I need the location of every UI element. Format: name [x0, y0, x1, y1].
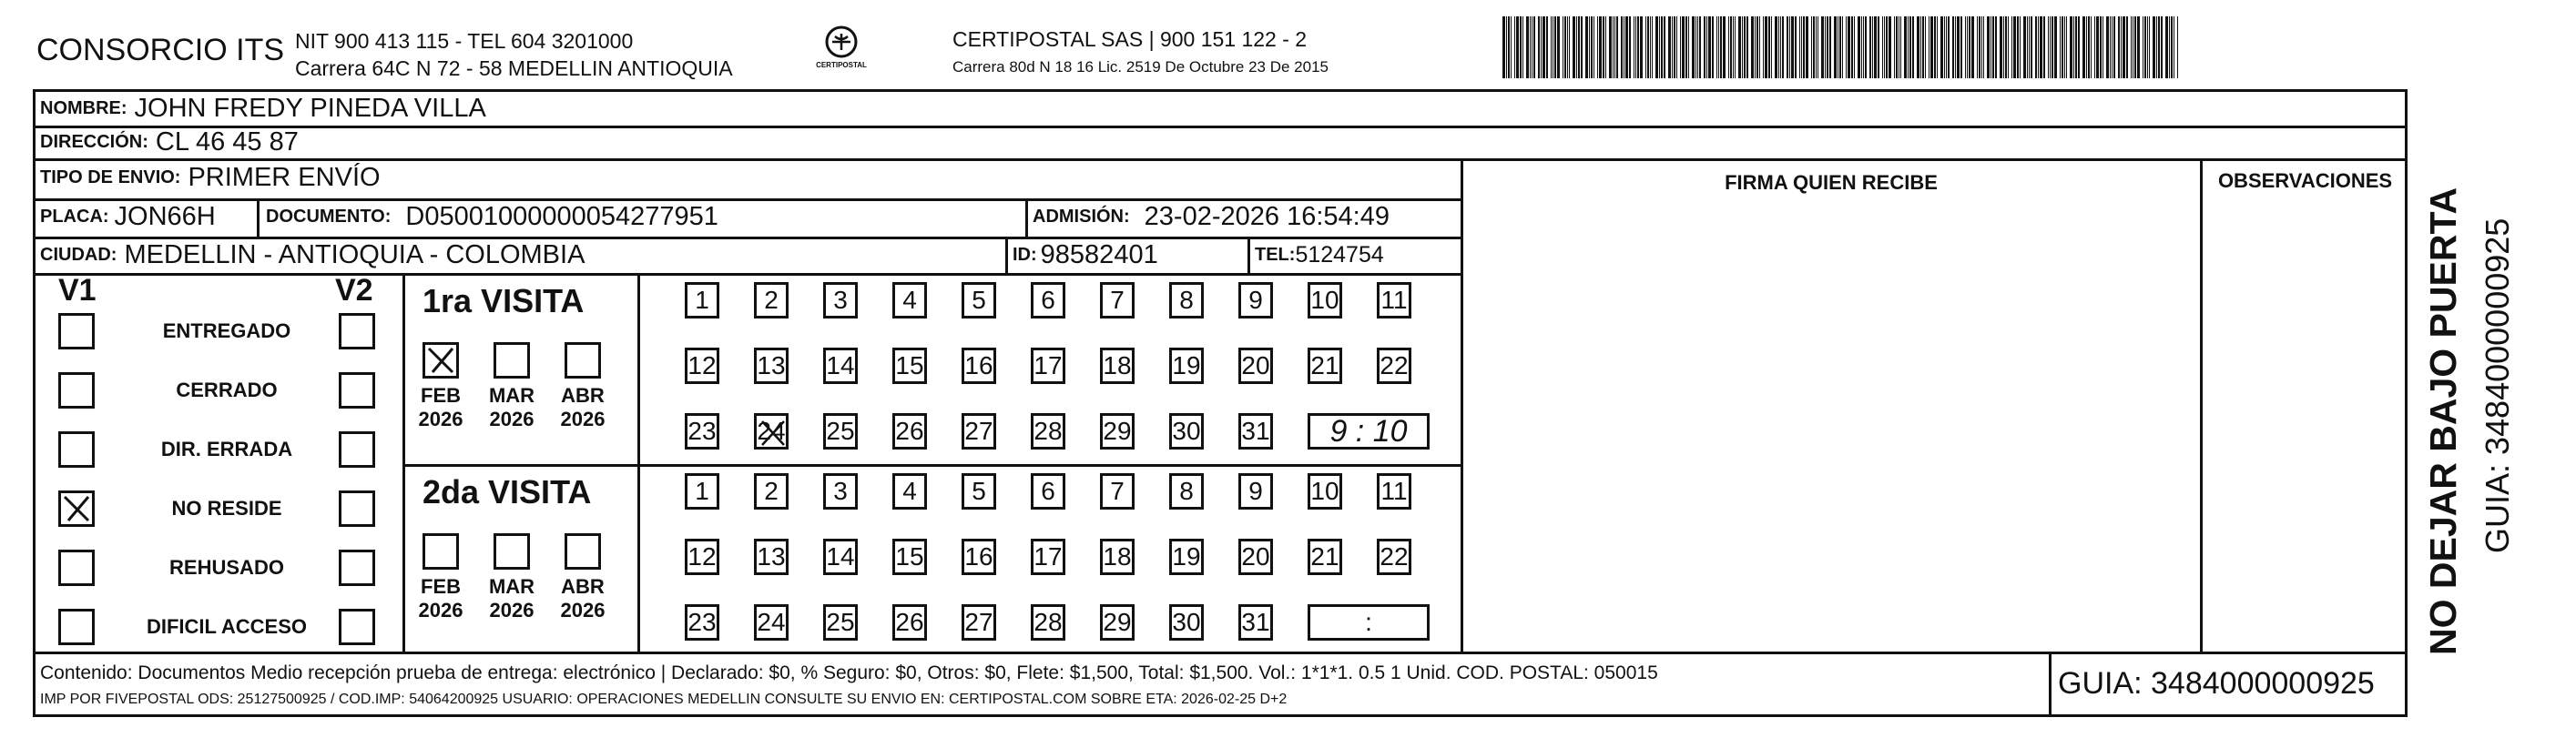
company-address-line: Carrera 64C N 72 - 58 MEDELLIN ANTIOQUIA	[295, 56, 733, 80]
day-number: 25	[826, 417, 855, 445]
day-number: 25	[826, 608, 855, 636]
day-number: 18	[1103, 351, 1132, 379]
barcode	[1502, 16, 2178, 78]
observations-header: OBSERVACIONES	[2217, 169, 2393, 192]
day-box[interactable]	[1238, 604, 1273, 641]
day-box[interactable]	[962, 282, 996, 318]
day-number: 21	[1310, 351, 1339, 379]
side-guide: GUIA: 3484000000925	[2479, 217, 2516, 553]
day-number: 11	[1380, 286, 1408, 314]
day-box[interactable]	[892, 473, 927, 510]
day-number: 5	[972, 286, 986, 314]
status-option-label: ENTREGADO	[162, 319, 291, 342]
v2-checkbox[interactable]	[339, 372, 375, 409]
day-number: 1	[695, 477, 709, 505]
day-number: 26	[895, 608, 924, 636]
day-number: 12	[687, 542, 717, 571]
month-label	[555, 384, 610, 431]
day-number: 7	[1110, 286, 1125, 314]
day-box[interactable]	[1031, 604, 1065, 641]
day-box[interactable]	[892, 539, 927, 575]
v1-checkbox[interactable]	[58, 550, 95, 586]
day-box[interactable]	[1169, 282, 1204, 318]
day-box[interactable]	[685, 604, 719, 641]
logo-text: CERTIPOSTAL	[816, 61, 867, 69]
month-year: 2026	[489, 599, 535, 622]
day-number: 31	[1241, 417, 1270, 445]
day-number: 13	[757, 351, 786, 379]
day-box[interactable]	[1100, 413, 1135, 450]
visit-time: 9 : 10	[1329, 413, 1408, 449]
day-number: 31	[1241, 608, 1270, 636]
month-name: FEB	[421, 575, 461, 598]
certipostal-logo-icon	[809, 24, 874, 75]
day-box[interactable]	[754, 348, 789, 384]
month-year: 2026	[418, 408, 463, 430]
month-checkbox[interactable]	[423, 533, 459, 570]
day-box[interactable]	[1100, 348, 1135, 384]
signature-header: FIRMA QUIEN RECIBE	[1725, 171, 1938, 194]
day-box[interactable]	[823, 348, 858, 384]
status-option-label: CERRADO	[176, 379, 278, 401]
day-box[interactable]	[685, 282, 719, 318]
day-box[interactable]	[685, 539, 719, 575]
day-number: 21	[1310, 542, 1339, 571]
day-number: 24	[757, 417, 786, 445]
v1-checkbox[interactable]	[58, 372, 95, 409]
day-box[interactable]	[1031, 348, 1065, 384]
address-row	[40, 126, 1406, 158]
v1-checkbox[interactable]	[58, 313, 95, 349]
id-value: 98582401	[1040, 239, 1158, 269]
city-value: MEDELLIN - ANTIOQUIA - COLOMBIA	[124, 239, 585, 269]
day-box[interactable]	[962, 413, 996, 450]
month-checkbox[interactable]	[565, 342, 601, 379]
day-number: 12	[687, 351, 717, 379]
day-number: 24	[757, 608, 786, 636]
recipient-address: CL 46 45 87	[155, 126, 299, 157]
day-number: 19	[1172, 351, 1201, 379]
admission-cell	[1033, 200, 1461, 233]
day-box[interactable]	[1377, 348, 1411, 384]
day-number: 10	[1310, 286, 1339, 314]
v2-checkbox[interactable]	[339, 490, 375, 527]
day-number: 2	[764, 477, 779, 505]
time-box[interactable]	[1308, 413, 1430, 450]
day-box[interactable]	[754, 604, 789, 641]
day-box[interactable]	[1031, 473, 1065, 510]
status-option-label: REHUSADO	[169, 556, 284, 579]
phone-label: TEL:	[1255, 244, 1296, 265]
day-box[interactable]	[1377, 282, 1411, 318]
day-box[interactable]	[1169, 413, 1204, 450]
plate-value: JON66H	[114, 201, 216, 231]
signature-area[interactable]	[1463, 199, 2200, 652]
status-option-label: DIR. ERRADA	[160, 438, 293, 460]
day-box[interactable]	[892, 413, 927, 450]
day-number: 20	[1241, 351, 1270, 379]
day-number: 20	[1241, 542, 1270, 571]
month-label	[484, 575, 539, 622]
day-number: 16	[964, 351, 993, 379]
v2-checkbox[interactable]	[339, 313, 375, 349]
day-box[interactable]	[1100, 473, 1135, 510]
visit-time: :	[1365, 608, 1372, 636]
day-number: 4	[902, 286, 917, 314]
day-number: 17	[1033, 351, 1063, 379]
address-label: DIRECCIÓN:	[40, 131, 148, 152]
recipient-name: JOHN FREDY PINEDA VILLA	[134, 93, 486, 123]
day-box[interactable]	[1308, 473, 1342, 510]
day-number: 4	[902, 477, 917, 505]
day-box[interactable]	[1308, 282, 1342, 318]
id-cell	[1013, 238, 1246, 271]
day-number: 6	[1041, 286, 1055, 314]
observations-area[interactable]	[2203, 199, 2408, 652]
footer-guide: GUIA: 3484000000925	[2058, 666, 2375, 701]
day-number: 3	[833, 286, 848, 314]
month-year: 2026	[560, 599, 606, 622]
v1-header: V1	[58, 273, 97, 308]
day-box[interactable]	[754, 539, 789, 575]
name-row	[40, 92, 1406, 125]
day-number: 5	[972, 477, 986, 505]
day-box[interactable]	[892, 604, 927, 641]
day-box[interactable]	[1238, 348, 1273, 384]
shipping-type: PRIMER ENVÍO	[188, 162, 381, 192]
day-box[interactable]	[1169, 348, 1204, 384]
day-box[interactable]	[962, 604, 996, 641]
company-name: CONSORCIO ITS	[36, 33, 285, 67]
day-number: 27	[964, 608, 993, 636]
city-label: CIUDAD:	[40, 244, 117, 265]
day-box[interactable]	[1031, 413, 1065, 450]
day-box[interactable]	[1169, 539, 1204, 575]
day-number: 9	[1248, 286, 1263, 314]
phone-value: 5124754	[1295, 241, 1384, 268]
day-box[interactable]	[1100, 539, 1135, 575]
name-label: NOMBRE:	[40, 97, 127, 118]
plate-cell	[40, 200, 255, 233]
day-number: 22	[1380, 351, 1409, 379]
content-line: Contenido: Documentos Medio recepción prueba de entrega: electrónico | Declarado: $0, % Seguro: $0, Otros: $0, Flete: $1,500, Total: $1,500. Vol.: 1*1*1. 0.5 1 Unid. COD. POSTAL: 050015	[40, 662, 1658, 683]
day-number: 23	[687, 417, 717, 445]
day-number: 15	[895, 542, 924, 571]
day-number: 30	[1172, 608, 1201, 636]
phone-cell	[1255, 238, 1461, 271]
side-warning: NO DEJAR BAJO PUERTA	[2422, 187, 2464, 655]
day-number: 11	[1380, 477, 1408, 505]
imp-line: IMP POR FIVEPOSTAL ODS: 25127500925 / COD.IMP: 54064200925 USUARIO: OPERACIONES MEDELLIN CONSULTE SU ENVIO EN: CERTIPOSTAL.COM SOBRE ETA: 2026-02-25 D+2	[40, 692, 1288, 707]
courier-line: CERTIPOSTAL SAS | 900 151 122 - 2	[952, 27, 1308, 51]
day-box[interactable]	[823, 539, 858, 575]
day-box[interactable]	[962, 473, 996, 510]
day-number: 7	[1110, 477, 1125, 505]
v1-checkbox[interactable]	[58, 609, 95, 645]
document-cell	[266, 200, 1022, 233]
id-label: ID:	[1013, 244, 1037, 265]
month-year: 2026	[489, 408, 535, 430]
day-box[interactable]	[823, 282, 858, 318]
month-label	[413, 384, 468, 431]
month-label	[484, 384, 539, 431]
day-box[interactable]	[823, 604, 858, 641]
day-box[interactable]	[962, 539, 996, 575]
day-box[interactable]	[754, 473, 789, 510]
city-cell	[40, 238, 1003, 271]
month-year: 2026	[560, 408, 606, 430]
day-box[interactable]	[823, 473, 858, 510]
day-number: 29	[1103, 608, 1132, 636]
visit-title: 2da VISITA	[423, 473, 592, 510]
document-value: D05001000000054277951	[405, 201, 718, 231]
month-label	[555, 575, 610, 622]
shipping-type-row	[40, 161, 1406, 194]
v1-checkbox[interactable]	[58, 490, 95, 527]
day-number: 1	[695, 286, 709, 314]
day-number: 22	[1380, 542, 1409, 571]
day-box[interactable]	[685, 348, 719, 384]
day-number: 18	[1103, 542, 1132, 571]
day-number: 19	[1172, 542, 1201, 571]
day-box[interactable]	[1169, 473, 1204, 510]
day-number: 10	[1310, 477, 1339, 505]
day-box[interactable]	[1031, 282, 1065, 318]
day-box[interactable]	[1377, 539, 1411, 575]
day-box[interactable]	[754, 413, 789, 450]
v2-checkbox[interactable]	[339, 431, 375, 468]
day-number: 28	[1033, 608, 1063, 636]
day-box[interactable]	[823, 413, 858, 450]
day-box[interactable]	[754, 282, 789, 318]
day-box[interactable]	[1169, 604, 1204, 641]
month-year: 2026	[418, 599, 463, 622]
day-number: 17	[1033, 542, 1063, 571]
status-option-label: DIFICIL ACCESO	[146, 615, 307, 638]
month-checkbox[interactable]	[423, 342, 459, 379]
month-name: MAR	[488, 575, 535, 598]
month-name: MAR	[488, 384, 535, 407]
month-label	[413, 575, 468, 622]
day-box[interactable]	[1308, 539, 1342, 575]
day-box[interactable]	[685, 473, 719, 510]
day-number: 16	[964, 542, 993, 571]
day-box[interactable]	[892, 348, 927, 384]
day-number: 8	[1179, 477, 1194, 505]
v1-checkbox[interactable]	[58, 431, 95, 468]
company-nit-line: NIT 900 413 115 - TEL 604 3201000	[295, 29, 634, 53]
v2-header: V2	[335, 273, 373, 308]
month-name: FEB	[421, 384, 461, 407]
day-box[interactable]	[1100, 604, 1135, 641]
day-number: 28	[1033, 417, 1063, 445]
day-box[interactable]	[1031, 539, 1065, 575]
day-number: 9	[1248, 477, 1263, 505]
status-option-label: NO RESIDE	[171, 497, 282, 520]
day-box[interactable]	[1238, 413, 1273, 450]
v2-checkbox[interactable]	[339, 550, 375, 586]
plate-label: PLACA:	[40, 206, 109, 227]
day-box[interactable]	[1308, 348, 1342, 384]
day-box[interactable]	[1238, 282, 1273, 318]
day-number: 26	[895, 417, 924, 445]
day-number: 23	[687, 608, 717, 636]
day-number: 14	[826, 542, 855, 571]
day-box[interactable]	[1100, 282, 1135, 318]
day-number: 27	[964, 417, 993, 445]
day-number: 14	[826, 351, 855, 379]
admission-value: 23-02-2026 16:54:49	[1144, 201, 1390, 231]
courier-address-line: Carrera 80d N 18 16 Lic. 2519 De Octubre 23 De 2015	[952, 58, 1329, 76]
day-number: 2	[764, 286, 779, 314]
day-number: 29	[1103, 417, 1132, 445]
month-checkbox[interactable]	[494, 533, 530, 570]
day-box[interactable]	[1377, 473, 1411, 510]
day-box[interactable]	[685, 413, 719, 450]
visit-title: 1ra VISITA	[423, 282, 585, 319]
v2-checkbox[interactable]	[339, 609, 375, 645]
admission-label: ADMISIÓN:	[1033, 206, 1130, 227]
document-label: DOCUMENTO:	[266, 206, 392, 227]
shipping-type-label: TIPO DE ENVIO:	[40, 167, 181, 187]
day-box[interactable]	[1238, 473, 1273, 510]
day-number: 8	[1179, 286, 1194, 314]
day-number: 15	[895, 351, 924, 379]
day-box[interactable]	[962, 348, 996, 384]
month-checkbox[interactable]	[494, 342, 530, 379]
day-number: 30	[1172, 417, 1201, 445]
month-name: ABR	[561, 384, 605, 407]
day-number: 3	[833, 477, 848, 505]
time-box[interactable]	[1308, 604, 1430, 641]
day-number: 6	[1041, 477, 1055, 505]
day-box[interactable]	[892, 282, 927, 318]
day-number: 13	[757, 542, 786, 571]
month-checkbox[interactable]	[565, 533, 601, 570]
day-box[interactable]	[1238, 539, 1273, 575]
month-name: ABR	[561, 575, 605, 598]
